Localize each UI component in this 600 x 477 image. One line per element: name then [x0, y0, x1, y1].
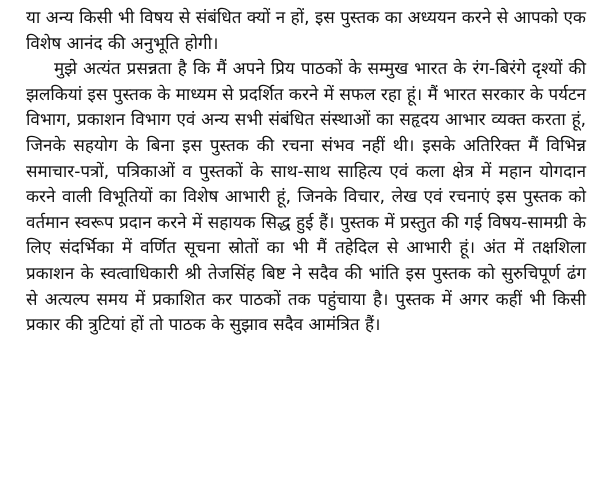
paragraph-continuation: या अन्य किसी भी विषय से संबंधित क्यों न हों, इस पुस्तक का अध्ययन करने से आपको एक विशेष आनंद की अनुभूति होगी।	[26, 8, 586, 54]
paragraph-acknowledgement: मुझे अत्यंत प्रसन्नता है कि मैं अपने प्रिय पाठकों के सम्मुख भारत के रंग-बिरंगे दृश्यों की झलकियां इस पुस्तक के माध्यम से प्रदर्शित करने में सफल रहा हूं। मैं भारत सरकार के पर्यटन विभाग, प्रकाशन विभाग एवं अन्य सभी संबंधित संस्थाओं का सहृदय आभार व्यक्त करता हूं, जिनके सहयोग के बिना इस पुस्तक की रचना संभव नहीं थी। इसके अतिरिक्त मैं विभिन्न समाचार-पत्रों, पत्रिकाओं व पुस्तकों के साथ-साथ साहित्य एवं कला क्षेत्र में महान योगदान करने वाली विभूतियों का विशेष आभारी हूं, जिनके विचार, लेख एवं रचनाएं इस पुस्तक को वर्तमान स्वरूप प्रदान करने में सहायक सिद्ध हुई हैं। पुस्तक में प्रस्तुत की गई विषय-सामग्री के लिए संदर्भिका में वर्णित सूचना स्रोतों का भी मैं तहेदिल से आभारी हूं। अंत में तक्षशिला प्रकाशन के स्वत्वाधिकारी श्री तेजसिंह बिष्ट ने सदैव की भांति इस पुस्तक को सुरुचिपूर्ण ढंग से अत्यल्प समय में प्रकाशित कर पाठकों तक पहुंचाया है। पुस्तक में अगर कहीं भी किसी प्रकार की त्रुटियां हों तो पाठक के सुझाव सदैव आमंत्रित हैं।	[26, 59, 586, 336]
